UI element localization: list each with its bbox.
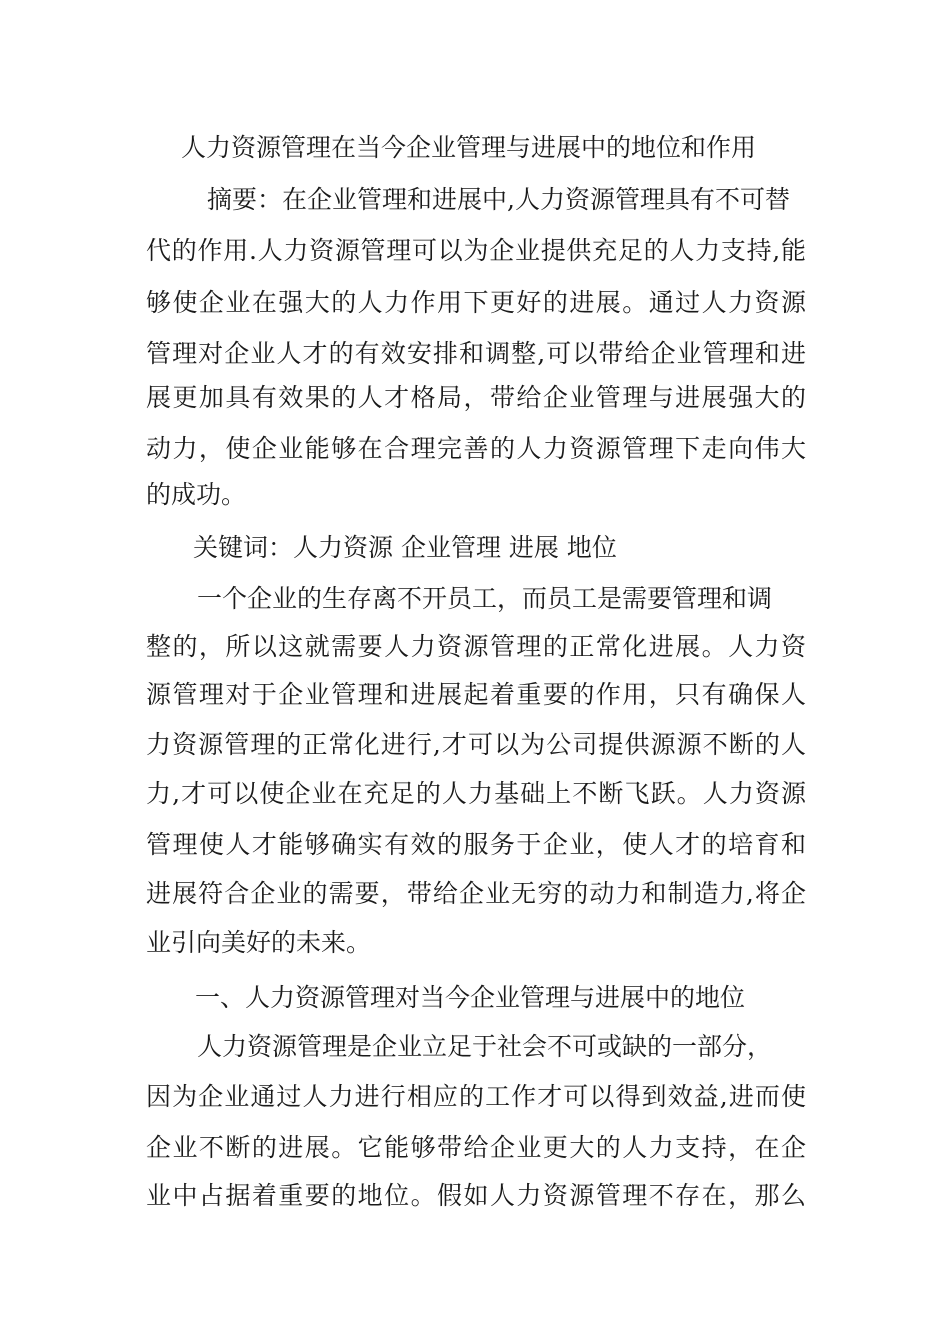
intro-line: 一个企业的生存离不开员工，而员工是需要管理和调 xyxy=(197,584,773,613)
abstract-line: 够使企业在强大的人力作用下更好的进展。通过人力资源 xyxy=(146,288,806,317)
section-line: 企业不断的进展。它能够带给企业更大的人力支持，在企 xyxy=(146,1133,806,1162)
section-heading: 一、人力资源管理对当今企业管理与进展中的地位 xyxy=(195,983,746,1012)
document-title: 人力资源管理在当今企业管理与进展中的地位和作用 xyxy=(181,133,757,162)
intro-line: 源管理对于企业管理和进展起着重要的作用，只有确保人 xyxy=(146,680,806,709)
section-line: 因为企业通过人力进行相应的工作才可以得到效益,进而使 xyxy=(146,1082,806,1111)
section-line: 人力资源管理是企业立足于社会不可或缺的一部分， xyxy=(197,1032,773,1061)
intro-line: 进展符合企业的需要，带给企业无穷的动力和制造力,将企 xyxy=(146,879,806,908)
abstract-line: 代的作用.人力资源管理可以为企业提供充足的人力支持,能 xyxy=(146,236,806,265)
abstract-line: 摘要：在企业管理和进展中,人力资源管理具有不可替 xyxy=(207,185,790,214)
section-line: 业中占据着重要的地位。假如人力资源管理不存在，那么 xyxy=(146,1181,806,1210)
abstract-line: 管理对企业人才的有效安排和调整,可以带给企业管理和进 xyxy=(146,339,806,368)
keywords: 关键词：人力资源 企业管理 进展 地位 xyxy=(193,533,617,562)
intro-line: 业引向美好的未来。 xyxy=(146,928,372,957)
abstract-line: 展更加具有效果的人才格局，带给企业管理与进展强大的 xyxy=(146,383,806,412)
abstract-line: 的成功。 xyxy=(146,480,247,509)
intro-line: 力,才可以使企业在充足的人力基础上不断飞跃。人力资源 xyxy=(146,779,806,808)
intro-line: 整的，所以这就需要人力资源管理的正常化进展。人力资 xyxy=(146,632,806,661)
abstract-line: 动力，使企业能够在合理完善的人力资源管理下走向伟大 xyxy=(146,434,806,463)
intro-line: 力资源管理的正常化进行,才可以为公司提供源源不断的人 xyxy=(146,730,806,759)
intro-line: 管理使人才能够确实有效的服务于企业，使人才的培育和 xyxy=(146,830,806,859)
